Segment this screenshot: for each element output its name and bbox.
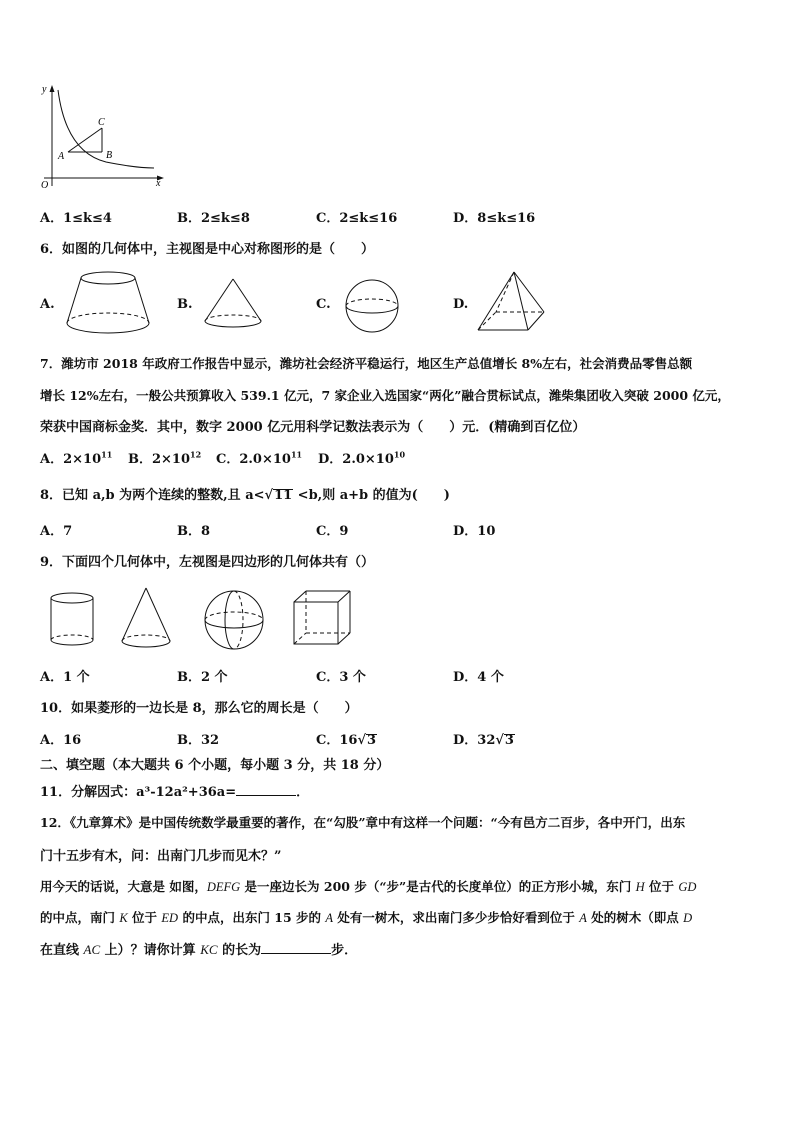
- sqrt-sign: √: [495, 733, 504, 748]
- q12-l3-a: 用今天的话说，大意是 如图，: [40, 879, 207, 894]
- origin-label: O: [41, 180, 49, 191]
- sqrt-sign: √: [264, 488, 274, 503]
- q7-option-b-base: B．2×10: [128, 452, 191, 467]
- var-h: H: [635, 880, 645, 894]
- q12-l5-c: 的长为: [217, 943, 262, 958]
- point-a-label: A: [58, 151, 65, 162]
- var-a2: A: [579, 911, 587, 925]
- q6-option-b[interactable]: B.: [177, 297, 193, 312]
- q12-l4-d: 处有一树木，求出南门多少步恰好看到位于: [333, 910, 580, 925]
- q10-option-d-label: D．32: [453, 733, 496, 748]
- q7-line-2: 增长 12%左右，一般公共预算收入 539.1 亿元，7 家企业入选国家“两化”融合贯标试点，潍柴集团收入突破 2000 亿元，: [40, 388, 730, 403]
- x-axis-label: x: [156, 178, 161, 189]
- q6-option-d[interactable]: D.: [453, 297, 469, 312]
- q11-end: ．: [296, 785, 310, 800]
- q7-option-c[interactable]: [216, 448, 302, 467]
- q11-text: 11．分解因式：a³-12a²+36a=: [40, 785, 237, 800]
- q6-option-a[interactable]: A.: [40, 297, 55, 312]
- var-d: D: [683, 911, 693, 925]
- point-c-label: C: [98, 117, 105, 128]
- var-a: A: [325, 911, 334, 925]
- q12-line-4: [40, 908, 692, 926]
- q6-option-c[interactable]: C.: [316, 297, 331, 312]
- q10-option-c-label: C．16: [316, 733, 358, 748]
- q9-option-c[interactable]: C．3 个: [316, 670, 366, 685]
- q8-option-b[interactable]: B．8: [177, 524, 211, 539]
- q8-radicand: 11: [274, 488, 293, 503]
- q7-option-b[interactable]: [128, 448, 201, 467]
- q9-option-d[interactable]: D．4 个: [453, 670, 504, 685]
- var-kc: KC: [200, 942, 218, 957]
- q7-line-1: 7．潍坊市 2018 年政府工作报告中显示，潍坊社会经济平稳运行，地区生产总值增长 8%左右，社会消费品零售总额: [40, 356, 693, 371]
- q9-option-b[interactable]: B．2 个: [177, 670, 228, 685]
- q8-question: [40, 484, 450, 503]
- q7-option-a-exp: 11: [101, 449, 113, 460]
- q11-question: [40, 781, 309, 800]
- q5-option-d[interactable]: D．8≤k≤16: [453, 211, 536, 226]
- q7-option-d[interactable]: [318, 448, 405, 467]
- q7-line-3: 荣获中国商标金奖．其中，数字 2000 亿元用科学记数法表示为（ ）元．(精确到百亿位）: [40, 420, 586, 435]
- q12-l4-c: 的中点，出东门 15 步的: [178, 910, 326, 925]
- cone-figure-q6: [200, 276, 266, 332]
- var-ac: AC: [83, 942, 101, 957]
- q12-l4-a: 的中点，南门: [40, 910, 120, 925]
- pyramid-figure: [474, 268, 550, 338]
- cube-figure: [290, 588, 354, 648]
- q9-question: 9．下面四个几何体中，左视图是四边形的几何体共有（）: [40, 555, 375, 570]
- q7-option-d-base: D．2.0×10: [318, 452, 394, 467]
- q7-option-d-exp: 10: [393, 449, 406, 460]
- var-ed: ED: [161, 911, 179, 925]
- q5-option-b[interactable]: B．2≤k≤8: [177, 211, 250, 226]
- q12-line-5: [40, 939, 357, 958]
- q12-line-3: [40, 877, 696, 895]
- y-axis-label: y: [42, 84, 47, 95]
- q12-l3-b: 是一座边长为 200 步（“步”是古代的长度单位）的正方形小城，东门: [240, 879, 636, 894]
- var-gd: GD: [678, 880, 697, 894]
- q12-line-1: 12．《九章算术》是中国传统数学最重要的著作，在“勾股”章中有这样一个问题：“今有邑方二百步，各中开门，出东: [40, 815, 686, 830]
- q8-option-c[interactable]: C．9: [316, 524, 349, 539]
- frustum-figure: [62, 268, 154, 338]
- q12-l4-e: 处的树木（即点: [586, 910, 684, 925]
- q11-answer-blank[interactable]: [236, 783, 296, 796]
- q10-option-c[interactable]: [316, 729, 377, 748]
- var-k: K: [119, 911, 128, 925]
- q10-option-d[interactable]: [453, 729, 515, 748]
- q9-option-a[interactable]: A．1 个: [40, 670, 90, 685]
- sphere-figure-q6: [342, 276, 402, 336]
- q8-text-a: 8．已知 a,b 为两个连续的整数,且 a<: [40, 488, 265, 503]
- q7-option-a[interactable]: [40, 448, 112, 467]
- q12-l5-a: 在直线: [40, 943, 84, 958]
- cylinder-figure: [46, 590, 98, 650]
- q7-option-c-base: C．2.0×10: [216, 452, 291, 467]
- q12-l5-b: 上）？请你计算: [100, 943, 201, 958]
- q8-text-b: <b,则 a+b 的值为( ): [293, 488, 450, 503]
- q5-option-c[interactable]: C．2≤k≤16: [316, 211, 398, 226]
- point-b-label: B: [106, 150, 113, 161]
- q10-option-d-radicand: 3: [504, 733, 514, 748]
- q6-question: 6．如图的几何体中，主视图是中心对称图形的是（ ）: [40, 242, 375, 257]
- q10-option-c-radicand: 3: [367, 733, 377, 748]
- q12-line-2: 门十五步有木，问：出南门几步而见木？”: [40, 849, 282, 864]
- q10-question: 10．如果菱形的一边长是 8，那么它的周长是（ ）: [40, 701, 358, 716]
- section-heading: 二、填空题（本大题共 6 个小题，每小题 3 分，共 18 分）: [40, 758, 390, 773]
- q5-option-a[interactable]: A．1≤k≤4: [40, 211, 112, 226]
- q12-l5-d: 步．: [331, 943, 358, 958]
- q12-l3-c: 位于: [644, 879, 679, 894]
- cone-figure-q9: [118, 585, 174, 653]
- q12-l4-b: 位于: [127, 910, 162, 925]
- q5-graph: [36, 82, 166, 194]
- q12-answer-blank[interactable]: [261, 941, 331, 954]
- var-defg: DEFG: [206, 880, 241, 894]
- q10-option-a[interactable]: A．16: [40, 733, 82, 748]
- q7-option-c-exp: 11: [290, 449, 303, 460]
- q7-option-a-base: A．2×10: [40, 452, 102, 467]
- q7-option-b-exp: 12: [190, 449, 202, 460]
- q10-option-b[interactable]: B．32: [177, 733, 220, 748]
- q8-option-a[interactable]: A．7: [40, 524, 73, 539]
- sphere-figure-q9: [202, 588, 266, 652]
- sqrt-sign: √: [357, 733, 366, 748]
- q8-option-d[interactable]: D．10: [453, 524, 496, 539]
